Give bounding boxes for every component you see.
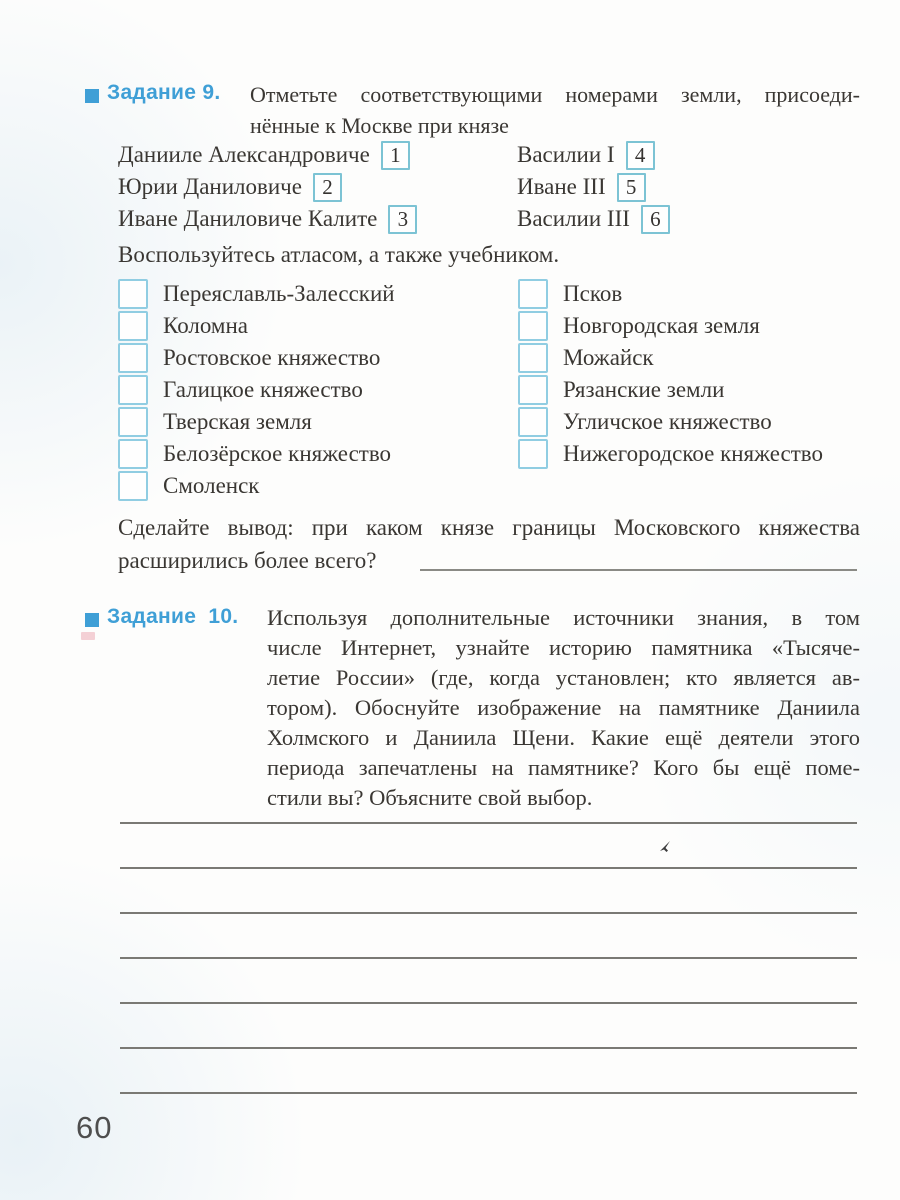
task10-text-line: периода запечатлены на памятнике? Кого бы ещё поме- bbox=[267, 755, 860, 780]
land-checkbox[interactable] bbox=[518, 343, 548, 373]
cursor-arrow-icon bbox=[658, 840, 671, 853]
land-item bbox=[118, 279, 395, 309]
land-checkbox[interactable] bbox=[518, 279, 548, 309]
prince-row bbox=[517, 139, 670, 171]
land-label: Белозёрское княжество bbox=[163, 441, 392, 466]
prince-row bbox=[517, 203, 670, 235]
prince-row bbox=[517, 171, 670, 203]
answer-line[interactable] bbox=[120, 867, 857, 869]
task9-instruction-line1: Отметьте соответствующими номерами земли, присоеди- bbox=[250, 82, 860, 107]
land-label: Галицкое княжество bbox=[163, 377, 363, 402]
answer-line[interactable] bbox=[120, 957, 857, 959]
lands-checklist-left bbox=[118, 279, 395, 503]
land-label: Ростовское княжество bbox=[163, 345, 381, 370]
prince-number-box[interactable]: 5 bbox=[617, 173, 646, 202]
prince-name: Юрии Даниловиче bbox=[118, 174, 302, 199]
land-checkbox[interactable] bbox=[518, 439, 548, 469]
conclusion-line2: расширились более всего? bbox=[118, 548, 377, 573]
land-checkbox[interactable] bbox=[118, 311, 148, 341]
prince-name: Иване III bbox=[517, 174, 606, 199]
page-number: 60 bbox=[76, 1110, 113, 1145]
land-checkbox[interactable] bbox=[518, 311, 548, 341]
land-item bbox=[118, 343, 395, 373]
atlas-hint: Воспользуйтесь атласом, а также учебником. bbox=[118, 242, 560, 267]
land-checkbox[interactable] bbox=[118, 343, 148, 373]
land-checkbox[interactable] bbox=[118, 471, 148, 501]
prince-name: Василии I bbox=[517, 142, 615, 167]
answer-line[interactable] bbox=[120, 1047, 857, 1049]
land-label: Рязанские земли bbox=[563, 377, 725, 402]
land-label: Нижегородское княжество bbox=[563, 441, 823, 466]
task9-square-bullet-icon bbox=[85, 89, 99, 103]
land-item bbox=[518, 311, 823, 341]
conclusion-answer-blank[interactable] bbox=[420, 551, 857, 571]
land-item bbox=[518, 343, 823, 373]
prince-number-box[interactable]: 3 bbox=[388, 205, 417, 234]
land-item bbox=[118, 439, 395, 469]
task9-label: Задание 9. bbox=[107, 81, 221, 104]
task10-square-bullet-icon bbox=[85, 613, 99, 627]
land-checkbox[interactable] bbox=[518, 407, 548, 437]
land-label: Угличское княжество bbox=[563, 409, 772, 434]
task10-text-line: Холмского и Даниила Щени. Какие ещё деятели этого bbox=[267, 725, 860, 750]
princes-column-left bbox=[118, 139, 417, 235]
task10-paragraph bbox=[267, 603, 860, 813]
land-item bbox=[518, 375, 823, 405]
answer-line[interactable] bbox=[120, 912, 857, 914]
lands-checklist-right bbox=[518, 279, 823, 471]
task10-text-line: стили вы? Объясните свой выбор. bbox=[267, 785, 593, 810]
answer-line[interactable] bbox=[120, 1092, 857, 1094]
task10-label: Задание 10. bbox=[107, 605, 239, 628]
prince-name: Иване Даниловиче Калите bbox=[118, 206, 378, 231]
prince-name: Василии III bbox=[517, 206, 630, 231]
land-label: Коломна bbox=[163, 313, 249, 338]
scan-artifact bbox=[81, 632, 95, 640]
land-label: Тверская земля bbox=[163, 409, 312, 434]
prince-row bbox=[118, 139, 417, 171]
land-item bbox=[518, 279, 823, 309]
prince-number-box[interactable]: 2 bbox=[313, 173, 342, 202]
prince-row bbox=[118, 171, 417, 203]
land-item bbox=[118, 311, 395, 341]
task10-text-line: числе Интернет, узнайте историю памятника «Тысяче- bbox=[267, 635, 860, 660]
task10-text-line: Используя дополнительные источники знания, в том bbox=[267, 605, 860, 630]
land-checkbox[interactable] bbox=[118, 407, 148, 437]
princes-column-right bbox=[517, 139, 670, 235]
land-checkbox[interactable] bbox=[118, 375, 148, 405]
land-item bbox=[518, 407, 823, 437]
land-item bbox=[118, 471, 395, 501]
task10-text-line: летие России» (где, когда установлен; кто является ав- bbox=[267, 665, 860, 690]
prince-number-box[interactable]: 4 bbox=[626, 141, 655, 170]
task10-text-line: тором). Обоснуйте изображение на памятнике Даниила bbox=[267, 695, 860, 720]
prince-number-box[interactable]: 1 bbox=[381, 141, 410, 170]
land-label: Смоленск bbox=[163, 473, 260, 498]
answer-line[interactable] bbox=[120, 822, 857, 824]
prince-row bbox=[118, 203, 417, 235]
task9-instruction-line2: нённые к Москве при князе bbox=[250, 113, 509, 138]
land-label: Можайск bbox=[563, 345, 654, 370]
land-item bbox=[118, 375, 395, 405]
land-label: Переяславль-Залесский bbox=[163, 281, 395, 306]
land-item bbox=[518, 439, 823, 469]
land-label: Новгородская земля bbox=[563, 313, 760, 338]
land-checkbox[interactable] bbox=[118, 279, 148, 309]
land-label: Псков bbox=[563, 281, 623, 306]
land-checkbox[interactable] bbox=[118, 439, 148, 469]
land-item bbox=[118, 407, 395, 437]
prince-name: Данииле Александровиче bbox=[118, 142, 370, 167]
conclusion-line1: Сделайте вывод: при каком князе границы Московского княжества bbox=[118, 515, 860, 540]
land-checkbox[interactable] bbox=[518, 375, 548, 405]
answer-line[interactable] bbox=[120, 1002, 857, 1004]
prince-number-box[interactable]: 6 bbox=[641, 205, 670, 234]
